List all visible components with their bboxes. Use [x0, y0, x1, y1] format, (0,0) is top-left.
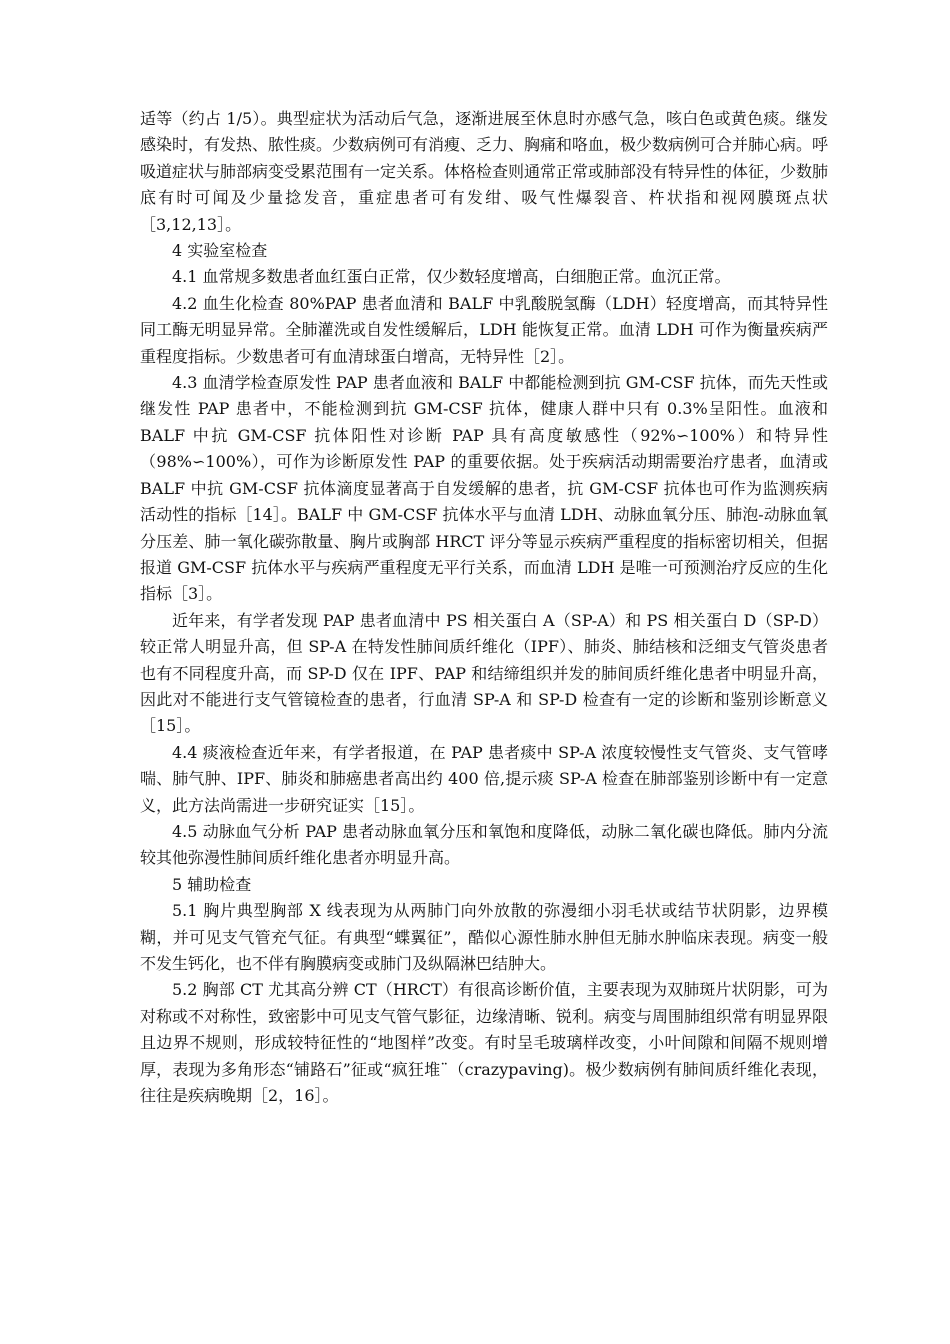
paragraph-chest-xray: 5.1 胸片典型胸部 X 线表现为从两肺门向外放散的弥漫细小羽毛状或结节状阴影，边界模糊，并可见支气管充气征。有典型“蝶翼征”，酷似心源性肺水肿但无肺水肿临床表现。病变一般不发生钙化，也不伴有胸膜病变或肺门及纵隔淋巴结肿大。 [140, 901, 828, 973]
section-heading-lab-tests: 4 实验室检查 [172, 241, 268, 261]
paragraph-symptoms-continued: 适等（约占 1/5）。典型症状为活动后气急，逐渐进展至休息时亦感气急，咳白色或黄色痰。继发感染时，有发热、脓性痰。少数病例可有消瘦、乏力、胸痛和咯血，极少数病例可合并肺心病。呼吸道症状与肺部病变受累范围有一定关系。体格检查则通常正常或肺部没有特异性的体征，少数肺底有时可闻及少量捻发音，重症患者可有发绀、吸气性爆裂音、杵状指和视网膜斑点状［3,12,13］。 [140, 109, 829, 234]
section-heading-auxiliary-tests: 5 辅助检查 [172, 874, 252, 894]
paragraph-surfactant-proteins: 近年来，有学者发现 PAP 患者血清中 PS 相关蛋白 A（SP-A）和 PS 相关蛋白 D（SP-D）较正常人明显升高，但 SP-A 在特发性肺间质纤维化（IPF）、肺炎、肺结核和泛细支气管炎患者也有不同程度升高，而 SP-D 仅在 IPF、PAP 和结缔组织并发的肺间质纤维化患者中明显升高，因此对不能进行支气管镜检查的患者，行血清 SP-A 和 SP-D 检查有一定的诊断和鉴别诊断意义［15］。 [140, 610, 828, 736]
paragraph-chest-ct: 5.2 胸部 CT 尤其高分辨 CT（HRCT）有很高诊断价值，主要表现为双肺斑片状阴影，可为对称或不对称性，致密影中可见支气管气影征，边缘清晰、锐利。病变与周围肺组织常有明显界限且边界不规则，形成较特征性的“地图样”改变。有时呈毛玻璃样改变，小叶间隙和间隔不规则增厚，表现为多角形态“铺路石”征或“疯狂堆¨（crazypaving)。极少数病例有肺间质纤维化表现，往往是疾病晚期［2，16］。 [140, 980, 829, 1106]
document-body [140, 106, 828, 1109]
paragraph-sputum-test: 4.4 痰液检查近年来，有学者报道，在 PAP 患者痰中 SP-A 浓度较慢性支气管炎、支气管哮喘、肺气肿、IPF、肺炎和肺癌患者高出约 400 倍,提示痰 SP-A 检查在肺部鉴别诊断中有一定意义，此方法尚需进一步研究证实［15］。 [140, 742, 828, 815]
paragraph-blood-biochemistry: 4.2 血生化检查 80%PAP 患者血清和 BALF 中乳酸脱氢酶（LDH）轻度增高，而其特异性同工酶无明显异常。全肺灌洗或自发性缓解后，LDH 能恢复正常。血清 LDH 可作为衡量疾病严重程度指标。少数患者可有血清球蛋白增高，无特异性［2］。 [140, 293, 828, 366]
paragraph-serology: 4.3 血清学检查原发性 PAP 患者血液和 BALF 中都能检测到抗 GM-CSF 抗体，而先天性或继发性 PAP 患者中，不能检测到抗 GM-CSF 抗体，健康人群中只有 0.3%呈阳性。血液和 BALF 中抗 GM-CSF 抗体阳性对诊断 PAP 具有高度敏感性（92%∽100%）和特异性（98%∽100%），可作为诊断原发性 PAP 的重要依据。处于疾病活动期需要治疗患者，血清或 BALF 中抗 GM-CSF 抗体滴度显著高于自发缓解的患者，抗 GM-CSF 抗体也可作为监测疾病活动性的指标［14］。BALF 中 GM-CSF 抗体水平与血清 LDH、动脉血氧分压、肺泡-动脉血氧分压差、肺一氧化碳弥散量、胸片或胸部 HRCT 评分等显示疾病严重程度的指标密切相关，但据报道 GM-CSF 抗体水平与疾病严重程度无平行关系，而血清 LDH 是唯一可预测治疗反应的生化指标［3］。 [140, 373, 828, 604]
paragraph-blood-routine: 4.1 血常规多数患者血红蛋白正常，仅少数轻度增高，白细胞正常。血沉正常。 [172, 267, 731, 287]
paragraph-blood-gas: 4.5 动脉血气分析 PAP 患者动脉血氧分压和氧饱和度降低，动脉二氧化碳也降低。肺内分流较其他弥漫性肺间质纤维化患者亦明显升高。 [140, 821, 828, 868]
